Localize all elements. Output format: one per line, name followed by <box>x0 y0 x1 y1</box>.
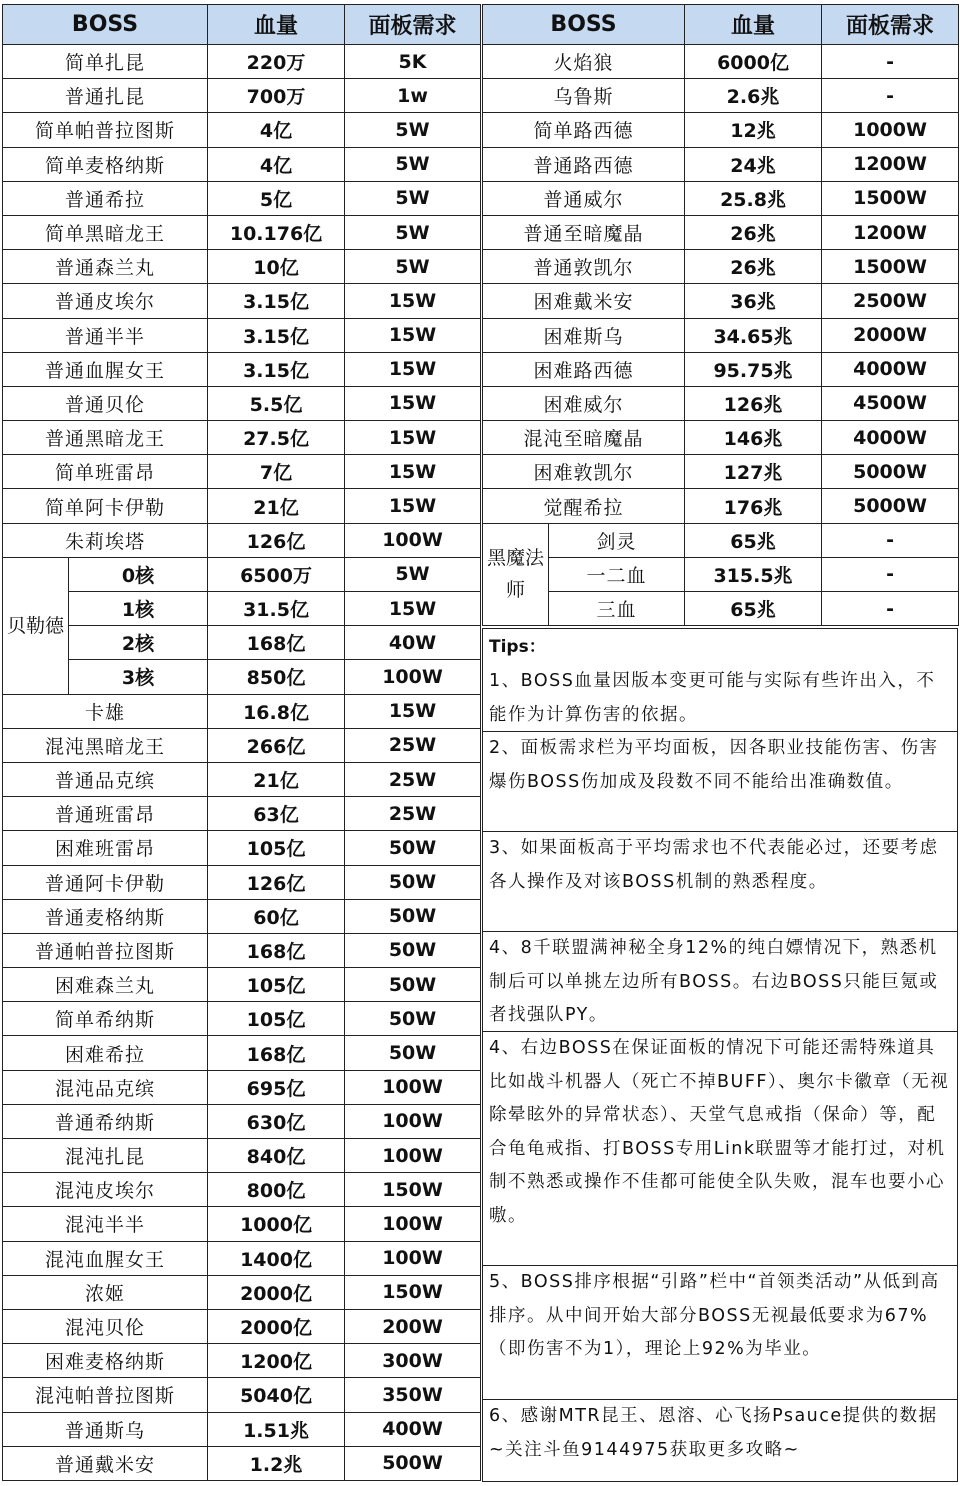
hp-cell: 220万 <box>208 45 345 79</box>
table-row <box>3 797 481 831</box>
req-cell: 5W <box>345 113 481 147</box>
boss-name-cell: 简单班雷昂 <box>3 455 208 489</box>
boss-name-cell: 觉醒希拉 <box>483 489 685 523</box>
boss-name-cell: 混沌血腥女王 <box>3 1241 208 1275</box>
boss-name-cell: 普通森兰丸 <box>3 250 208 284</box>
table-row <box>3 1173 481 1207</box>
hp-cell: 26兆 <box>685 215 822 249</box>
table-row <box>483 45 959 79</box>
boss-name-cell: 简单路西德 <box>483 113 685 147</box>
req-cell: 500W <box>345 1446 481 1480</box>
req-cell: 15W <box>345 489 481 523</box>
req-cell: 4500W <box>822 386 959 420</box>
boss-name-cell: 普通扎昆 <box>3 79 208 113</box>
header-boss: BOSS <box>483 5 685 45</box>
table-row <box>3 557 481 591</box>
hp-cell: 16.8亿 <box>208 694 345 728</box>
hp-cell: 65兆 <box>685 523 822 557</box>
table-row <box>483 147 959 181</box>
req-cell: 25W <box>345 728 481 762</box>
hp-cell: 6000亿 <box>685 45 822 79</box>
table-row <box>3 1104 481 1138</box>
boss-name-cell: 普通阿卡伊勒 <box>3 865 208 899</box>
hp-cell: 5亿 <box>208 181 345 215</box>
boss-name-cell: 普通半半 <box>3 318 208 352</box>
hp-cell: 105亿 <box>208 831 345 865</box>
boss-name-cell: 普通黑暗龙王 <box>3 421 208 455</box>
core-cell: 1核 <box>69 592 208 626</box>
req-cell: 50W <box>345 865 481 899</box>
boss-name-cell: 火焰狼 <box>483 45 685 79</box>
req-cell: 15W <box>345 455 481 489</box>
hp-cell: 5040亿 <box>208 1378 345 1412</box>
boss-name-cell: 混沌品克缤 <box>3 1070 208 1104</box>
hp-cell: 127兆 <box>685 455 822 489</box>
req-cell: 40W <box>345 626 481 660</box>
hp-cell: 21亿 <box>208 489 345 523</box>
hp-cell: 10.176亿 <box>208 215 345 249</box>
group-label-cell: 黑魔法师 <box>483 523 549 626</box>
boss-name-cell: 混沌半半 <box>3 1207 208 1241</box>
req-cell: - <box>822 592 959 626</box>
table-row <box>3 933 481 967</box>
core-cell: 0核 <box>69 557 208 591</box>
req-cell: 200W <box>345 1309 481 1343</box>
boss-name-cell: 困难麦格纳斯 <box>3 1344 208 1378</box>
boss-name-cell: 普通皮埃尔 <box>3 284 208 318</box>
left-boss-table <box>2 4 481 1481</box>
boss-name-cell: 普通敦凯尔 <box>483 250 685 284</box>
req-cell: 15W <box>345 694 481 728</box>
table-row <box>483 352 959 386</box>
table-row <box>3 1207 481 1241</box>
boss-name-cell: 乌鲁斯 <box>483 79 685 113</box>
hp-cell: 24兆 <box>685 147 822 181</box>
boss-name-cell: 普通帕普拉图斯 <box>3 933 208 967</box>
table-row <box>3 45 481 79</box>
boss-name-cell: 普通希纳斯 <box>3 1104 208 1138</box>
hp-cell: 4亿 <box>208 147 345 181</box>
boss-name-cell: 普通希拉 <box>3 181 208 215</box>
req-cell: 5W <box>345 147 481 181</box>
boss-name-cell: 简单麦格纳斯 <box>3 147 208 181</box>
boss-name-cell: 困难森兰丸 <box>3 968 208 1002</box>
req-cell: 15W <box>345 421 481 455</box>
right-boss-table <box>482 4 959 626</box>
hp-cell: 315.5兆 <box>685 557 822 591</box>
boss-name-cell: 普通斯乌 <box>3 1412 208 1446</box>
table-row <box>3 284 481 318</box>
tip-item: 2、面板需求栏为平均面板，因各职业技能伤害、伤害爆伤BOSS伤加成及段数不同不能给出准确数值。 <box>483 732 957 832</box>
right-header-row <box>483 5 959 45</box>
table-row <box>3 1070 481 1104</box>
table-row <box>3 79 481 113</box>
boss-name-cell: 混沌皮埃尔 <box>3 1173 208 1207</box>
hp-cell: 25.8兆 <box>685 181 822 215</box>
table-row <box>483 250 959 284</box>
hp-cell: 840亿 <box>208 1139 345 1173</box>
table-row <box>483 386 959 420</box>
table-row <box>3 181 481 215</box>
table-row <box>3 113 481 147</box>
hp-cell: 630亿 <box>208 1104 345 1138</box>
table-row <box>483 113 959 147</box>
boss-name-cell: 简单希纳斯 <box>3 1002 208 1036</box>
hp-cell: 3.15亿 <box>208 352 345 386</box>
boss-name-cell: 混沌贝伦 <box>3 1309 208 1343</box>
boss-name-cell: 困难戴米安 <box>483 284 685 318</box>
table-row <box>3 250 481 284</box>
hp-cell: 168亿 <box>208 933 345 967</box>
hp-cell: 7亿 <box>208 455 345 489</box>
hp-cell: 65兆 <box>685 592 822 626</box>
table-row <box>3 592 481 626</box>
table-row <box>3 147 481 181</box>
hp-cell: 800亿 <box>208 1173 345 1207</box>
header-req: 面板需求 <box>822 5 959 45</box>
table-row <box>3 386 481 420</box>
group-label-cell: 贝勒德 <box>3 557 69 694</box>
boss-name-cell: 普通路西德 <box>483 147 685 181</box>
hp-cell: 695亿 <box>208 1070 345 1104</box>
table-row <box>3 1275 481 1309</box>
req-cell: 5000W <box>822 489 959 523</box>
boss-name-cell: 混沌至暗魔晶 <box>483 421 685 455</box>
table-row <box>3 660 481 694</box>
req-cell: 4000W <box>822 421 959 455</box>
req-cell: 50W <box>345 968 481 1002</box>
hp-cell: 34.65兆 <box>685 318 822 352</box>
boss-name-cell: 普通血腥女王 <box>3 352 208 386</box>
boss-name-cell: 困难斯乌 <box>483 318 685 352</box>
table-row <box>483 421 959 455</box>
hp-cell: 12兆 <box>685 113 822 147</box>
req-cell: 15W <box>345 386 481 420</box>
req-cell: 100W <box>345 1139 481 1173</box>
req-cell: 50W <box>345 1002 481 1036</box>
hp-cell: 95.75兆 <box>685 352 822 386</box>
req-cell: 1000W <box>822 113 959 147</box>
table-row <box>3 831 481 865</box>
hp-cell: 5.5亿 <box>208 386 345 420</box>
hp-cell: 27.5亿 <box>208 421 345 455</box>
table-row <box>3 1241 481 1275</box>
req-cell: 50W <box>345 899 481 933</box>
stage-cell: 三血 <box>549 592 685 626</box>
header-boss: BOSS <box>3 5 208 45</box>
req-cell: 100W <box>345 523 481 557</box>
table-row <box>483 318 959 352</box>
hp-cell: 126亿 <box>208 865 345 899</box>
table-row <box>3 968 481 1002</box>
req-cell: 15W <box>345 352 481 386</box>
req-cell: 1w <box>345 79 481 113</box>
req-cell: 50W <box>345 1036 481 1070</box>
table-row <box>3 1139 481 1173</box>
tip-item: 5、BOSS排序根据“引路”栏中“首领类活动”从低到高排序。从中间开始大部分BOSS无视最低要求为67%（即伤害不为1），理论上92%为毕业。 <box>483 1266 957 1400</box>
hp-cell: 2000亿 <box>208 1275 345 1309</box>
req-cell: 2500W <box>822 284 959 318</box>
right-table-body <box>483 45 959 626</box>
boss-name-cell: 困难威尔 <box>483 386 685 420</box>
table-row <box>483 523 959 557</box>
tip-item: 4、8千联盟满神秘全身12%的纯白嫖情况下，熟悉机制后可以单挑左边所有BOSS。右边BOSS只能巨氪或者找强队PY。 <box>483 932 957 1032</box>
boss-name-cell: 混沌黑暗龙王 <box>3 728 208 762</box>
hp-cell: 26兆 <box>685 250 822 284</box>
table-row <box>483 79 959 113</box>
hp-cell: 700万 <box>208 79 345 113</box>
table-row <box>3 1412 481 1446</box>
table-row <box>3 489 481 523</box>
hp-cell: 60亿 <box>208 899 345 933</box>
req-cell: 350W <box>345 1378 481 1412</box>
boss-name-cell: 普通品克缤 <box>3 762 208 796</box>
hp-cell: 4亿 <box>208 113 345 147</box>
table-row <box>3 762 481 796</box>
req-cell: 2000W <box>822 318 959 352</box>
hp-cell: 63亿 <box>208 797 345 831</box>
boss-name-cell: 简单阿卡伊勒 <box>3 489 208 523</box>
hp-cell: 168亿 <box>208 626 345 660</box>
req-cell: 5W <box>345 215 481 249</box>
boss-name-cell: 普通至暗魔晶 <box>483 215 685 249</box>
hp-cell: 105亿 <box>208 1002 345 1036</box>
hp-cell: 21亿 <box>208 762 345 796</box>
hp-cell: 3.15亿 <box>208 284 345 318</box>
header-hp: 血量 <box>208 5 345 45</box>
table-row <box>483 557 959 591</box>
table-row <box>3 455 481 489</box>
req-cell: 50W <box>345 831 481 865</box>
hp-cell: 126兆 <box>685 386 822 420</box>
hp-cell: 1000亿 <box>208 1207 345 1241</box>
table-row <box>3 1344 481 1378</box>
boss-name-cell: 困难班雷昂 <box>3 831 208 865</box>
boss-name-cell: 普通威尔 <box>483 181 685 215</box>
header-req: 面板需求 <box>345 5 481 45</box>
tips-panel <box>482 628 958 1482</box>
hp-cell: 31.5亿 <box>208 592 345 626</box>
req-cell: 15W <box>345 284 481 318</box>
table-row <box>483 592 959 626</box>
hp-cell: 10亿 <box>208 250 345 284</box>
table-row <box>3 1002 481 1036</box>
table-row <box>3 728 481 762</box>
req-cell: 100W <box>345 1207 481 1241</box>
req-cell: 100W <box>345 660 481 694</box>
table-row <box>3 1378 481 1412</box>
hp-cell: 1.51兆 <box>208 1412 345 1446</box>
req-cell: 25W <box>345 797 481 831</box>
boss-name-cell: 普通贝伦 <box>3 386 208 420</box>
req-cell: 150W <box>345 1275 481 1309</box>
core-cell: 3核 <box>69 660 208 694</box>
hp-cell: 2.6兆 <box>685 79 822 113</box>
hp-cell: 36兆 <box>685 284 822 318</box>
hp-cell: 6500万 <box>208 557 345 591</box>
req-cell: 5K <box>345 45 481 79</box>
hp-cell: 126亿 <box>208 523 345 557</box>
header-hp: 血量 <box>685 5 822 45</box>
hp-cell: 105亿 <box>208 968 345 1002</box>
table-row <box>3 523 481 557</box>
stage-cell: 一二血 <box>549 557 685 591</box>
table-row <box>3 1036 481 1070</box>
table-row <box>483 284 959 318</box>
table-row <box>3 352 481 386</box>
boss-name-cell: 普通班雷昂 <box>3 797 208 831</box>
boss-name-cell: 朱莉埃塔 <box>3 523 208 557</box>
table-row <box>483 215 959 249</box>
req-cell: 300W <box>345 1344 481 1378</box>
boss-name-cell: 普通戴米安 <box>3 1446 208 1480</box>
req-cell: 4000W <box>822 352 959 386</box>
req-cell: 15W <box>345 318 481 352</box>
req-cell: 15W <box>345 592 481 626</box>
hp-cell: 1200亿 <box>208 1344 345 1378</box>
boss-name-cell: 困难敦凯尔 <box>483 455 685 489</box>
req-cell: 5000W <box>822 455 959 489</box>
hp-cell: 168亿 <box>208 1036 345 1070</box>
tip-item: 1、BOSS血量因版本变更可能与实际有些许出入，不能作为计算伤害的依据。 <box>483 665 957 732</box>
req-cell: 400W <box>345 1412 481 1446</box>
table-row <box>483 455 959 489</box>
req-cell: 1200W <box>822 147 959 181</box>
tip-item: 6、感谢MTR昆王、恩溶、心飞扬Psauce提供的数据~关注斗鱼9144975获取更多攻略~ <box>489 1406 938 1460</box>
req-cell: 5W <box>345 557 481 591</box>
stage-cell: 剑灵 <box>549 523 685 557</box>
req-cell: 1200W <box>822 215 959 249</box>
req-cell: - <box>822 45 959 79</box>
req-cell: - <box>822 557 959 591</box>
hp-cell: 176兆 <box>685 489 822 523</box>
req-cell: 100W <box>345 1104 481 1138</box>
boss-name-cell: 困难希拉 <box>3 1036 208 1070</box>
boss-name-cell: 混沌扎昆 <box>3 1139 208 1173</box>
req-cell: 100W <box>345 1241 481 1275</box>
table-row <box>3 694 481 728</box>
req-cell: 150W <box>345 1173 481 1207</box>
boss-name-cell: 简单帕普拉图斯 <box>3 113 208 147</box>
boss-name-cell: 浓姬 <box>3 1275 208 1309</box>
table-row <box>3 1309 481 1343</box>
hp-cell: 146兆 <box>685 421 822 455</box>
tips-title: Tips： <box>489 637 546 657</box>
hp-cell: 1400亿 <box>208 1241 345 1275</box>
req-cell: - <box>822 79 959 113</box>
boss-name-cell: 混沌帕普拉图斯 <box>3 1378 208 1412</box>
req-cell: 50W <box>345 933 481 967</box>
left-table-body <box>3 45 481 1481</box>
req-cell: - <box>822 523 959 557</box>
req-cell: 1500W <box>822 181 959 215</box>
table-row <box>483 181 959 215</box>
hp-cell: 2000亿 <box>208 1309 345 1343</box>
table-row <box>3 899 481 933</box>
table-row <box>483 489 959 523</box>
table-row <box>3 1446 481 1480</box>
boss-name-cell: 简单黑暗龙王 <box>3 215 208 249</box>
tip-item: 4、右边BOSS在保证面板的情况下可能还需特殊道具比如战斗机器人（死亡不掉BUFF）、奥尔卡徽章（无视除晕眩外的异常状态）、天堂气息戒指（保命）等，配合龟龟戒指、打BOSS专用Link联盟等才能打过，对机制不熟悉或操作不佳都可能使全队失败，混车也要小心嗷。 <box>483 1032 957 1266</box>
tip-item: 3、如果面板高于平均需求也不代表能必过，还要考虑各人操作及对该BOSS机制的熟悉程度。 <box>483 832 957 932</box>
hp-cell: 1.2兆 <box>208 1446 345 1480</box>
boss-name-cell: 卡雄 <box>3 694 208 728</box>
hp-cell: 266亿 <box>208 728 345 762</box>
boss-name-cell: 普通麦格纳斯 <box>3 899 208 933</box>
table-row <box>3 626 481 660</box>
hp-cell: 850亿 <box>208 660 345 694</box>
table-row <box>3 318 481 352</box>
req-cell: 1500W <box>822 250 959 284</box>
table-row <box>3 421 481 455</box>
req-cell: 5W <box>345 181 481 215</box>
table-row <box>3 215 481 249</box>
req-cell: 5W <box>345 250 481 284</box>
req-cell: 100W <box>345 1070 481 1104</box>
req-cell: 25W <box>345 762 481 796</box>
table-row <box>3 865 481 899</box>
core-cell: 2核 <box>69 626 208 660</box>
boss-name-cell: 困难路西德 <box>483 352 685 386</box>
left-header-row <box>3 5 481 45</box>
boss-name-cell: 简单扎昆 <box>3 45 208 79</box>
hp-cell: 3.15亿 <box>208 318 345 352</box>
tips-list <box>483 665 957 1484</box>
